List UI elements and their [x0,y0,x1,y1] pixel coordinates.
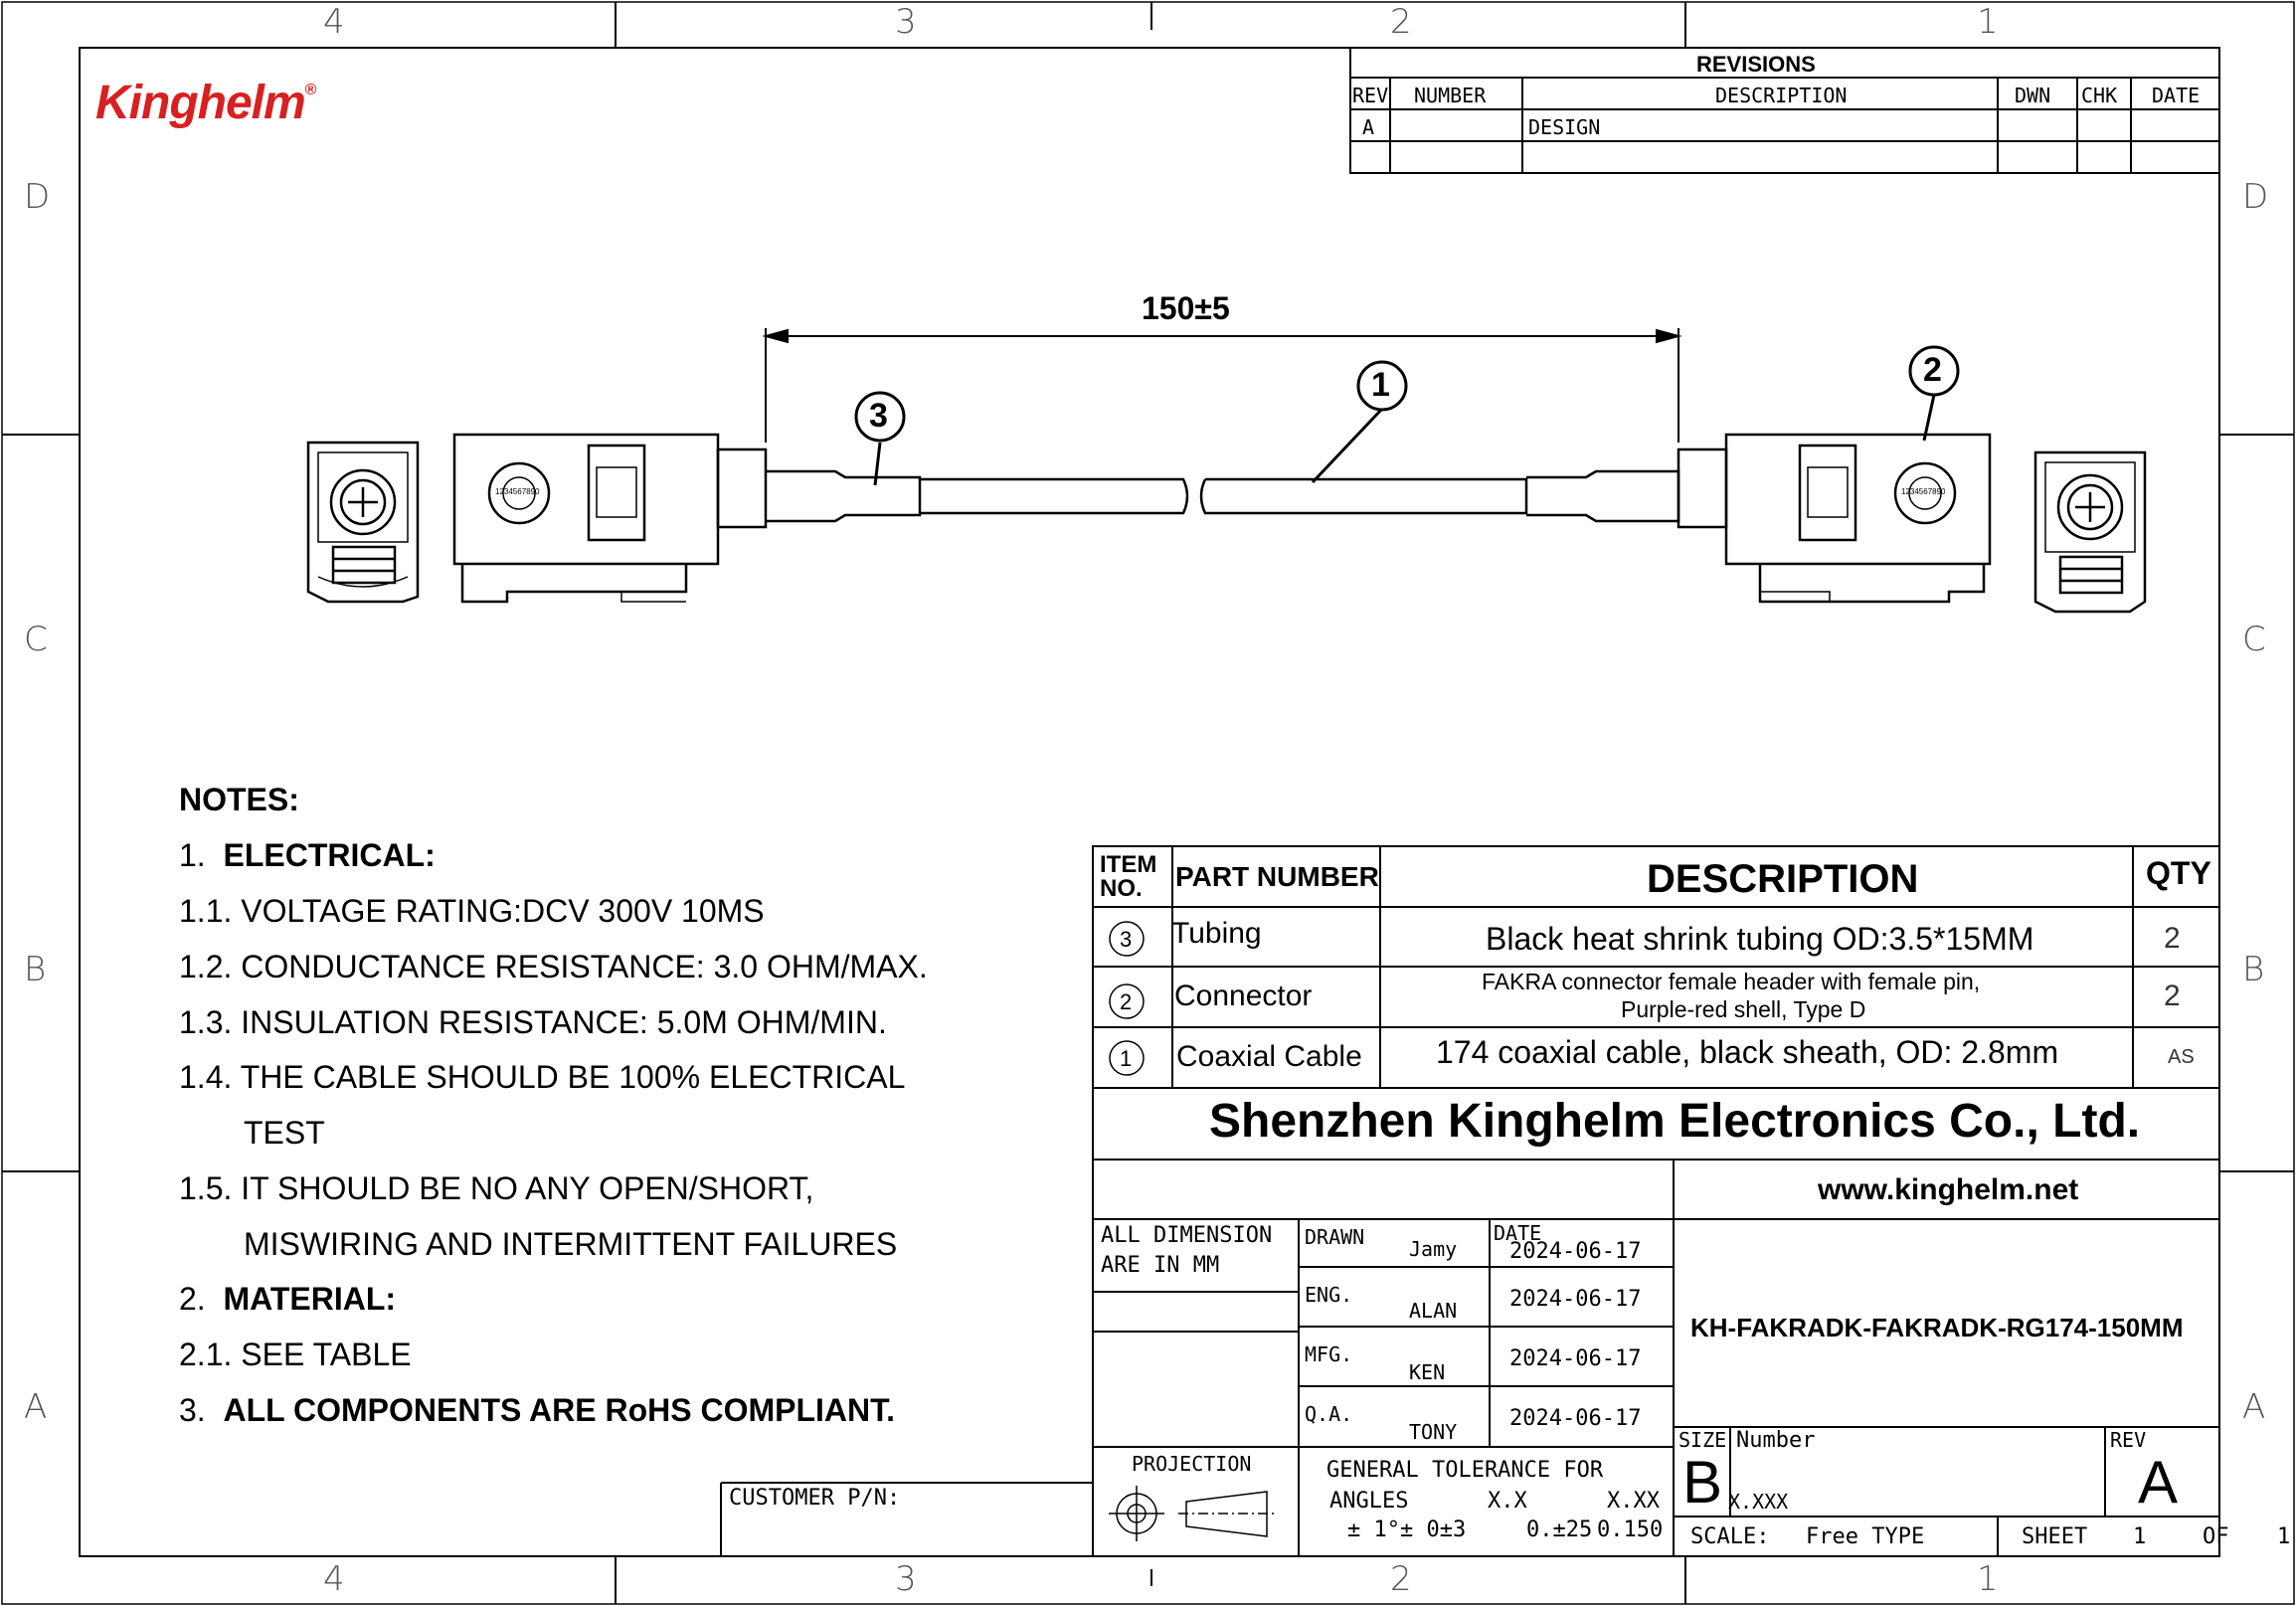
size-label: SIZE [1678,1428,1727,1452]
zone-row-b-left: B [24,950,47,989]
right-keying-code: 1234567890 [1901,487,1946,496]
rev-header-rev: REV [1352,84,1389,107]
left-connector [454,435,1187,602]
zone-col-4-bottom: 4 [323,1559,345,1599]
zone-row-b-right: B [2242,950,2265,989]
website: www.kinghelm.net [1818,1173,2079,1206]
note-3: 3. ALL COMPONENTS ARE RoHS COMPLIANT. [179,1392,896,1428]
bom-item-1: 1 [1120,1046,1133,1071]
length-dimension: 150±5 [1142,290,1230,326]
note-1-5-cont: MISWIRING AND INTERMITTENT FAILURES [244,1226,898,1262]
balloon-2-label: 2 [1923,351,1942,389]
note-1: 1. ELECTRICAL: [179,837,436,873]
zone-row-d-left: D [24,177,51,217]
bom-item-2: 2 [1120,989,1133,1014]
mfg-label: MFG. [1305,1342,1353,1366]
bom-header-part: PART NUMBER [1175,861,1379,892]
zone-row-c-right: C [2242,620,2266,659]
eng-label: ENG. [1305,1283,1353,1307]
bom-qty-connector: 2 [2164,980,2181,1012]
tolerance-col2: X.XX [1607,1489,1660,1514]
qa-name: TONY [1409,1420,1458,1444]
drawn-date: 2024-06-17 [1509,1239,1642,1264]
note-2-1: 2.1. SEE TABLE [179,1337,412,1372]
right-connector [1201,435,1990,602]
note-2: 2. MATERIAL: [179,1281,397,1317]
scale-value: Free TYPE [1806,1524,1925,1549]
zone-row-a-right: A [2242,1387,2266,1427]
tolerance-col1: X.X [1488,1489,1527,1514]
bom-desc-connector-line1: FAKRA connector female header with female pin, [1482,969,1981,994]
right-end-view [2035,452,2145,612]
eng-date: 2024-06-17 [1509,1287,1642,1312]
eng-name: ALAN [1409,1299,1458,1323]
note-1-3: 1.3. INSULATION RESISTANCE: 5.0M OHM/MIN. [179,1004,887,1040]
customer-pn-label: CUSTOMER P/N: [729,1486,901,1511]
rev-row-rev: A [1362,115,1375,139]
tolerance-vals-a: ± 1°± 0±3 [1347,1517,1467,1542]
qa-label: Q.A. [1305,1402,1353,1426]
projection-label: PROJECTION [1132,1452,1252,1476]
sheet-label: SHEET [2022,1524,2088,1549]
zone-row-a-left: A [24,1387,48,1427]
balloon-3-label: 3 [869,397,888,435]
bom-part-coaxial-cable: Coaxial Cable [1176,1040,1362,1073]
bom-part-tubing: Tubing [1171,917,1262,950]
note-1-1: 1.1. VOLTAGE RATING:DCV 300V 10MS [179,893,765,929]
mfg-name: KEN [1409,1360,1446,1384]
note-1-2: 1.2. CONDUCTANCE RESISTANCE: 3.0 OHM/MAX. [179,949,928,984]
number-label: Number [1736,1428,1816,1453]
zone-col-2-bottom: 2 [1390,1559,1412,1599]
sheet-value: 1 [2133,1524,2147,1549]
rev-header-number: NUMBER [1414,84,1487,107]
bom-header-qty: QTY [2146,855,2211,891]
date-label: DATE [1494,1221,1542,1245]
part-number: KH-FAKRADK-FAKRADK-RG174-150MM [1690,1313,2184,1342]
of-value: 1 [2277,1524,2291,1549]
zone-col-1-bottom: 1 [1977,1559,1999,1599]
drawn-label: DRAWN [1305,1225,1365,1249]
note-1-4: 1.4. THE CABLE SHOULD BE 100% ELECTRICAL [179,1059,906,1095]
notes-title: NOTES: [179,782,299,817]
tolerance-vals-c: 0.150 [1597,1517,1664,1542]
zone-row-d-right: D [2242,177,2269,217]
rev-value: A [2138,1449,2179,1516]
zone-col-1-top: 1 [1977,2,1999,42]
zone-col-4-top: 4 [323,2,345,42]
drawn-name: Jamy [1409,1237,1458,1261]
bom-desc-coaxial-cable: 174 coaxial cable, black sheath, OD: 2.8mm [1436,1034,2059,1070]
rev-label: REV [2110,1428,2147,1452]
kinghelm-logo: Kinghelm® [95,77,316,129]
zone-col-3-bottom: 3 [895,1559,917,1599]
note-1-5: 1.5. IT SHOULD BE NO ANY OPEN/SHORT, [179,1170,814,1206]
balloons [856,347,1958,485]
revisions-title: REVISIONS [1696,52,1816,77]
units-line1: ALL DIMENSION [1101,1223,1273,1248]
bom-header-description: DESCRIPTION [1647,857,1919,901]
units-line2: ARE IN MM [1101,1253,1220,1278]
qa-date: 2024-06-17 [1509,1406,1642,1431]
tolerance-vals-b: 0.±25 [1526,1517,1593,1542]
balloon-1-label: 1 [1371,366,1390,404]
zone-row-c-left: C [24,620,48,659]
bom-desc-tubing: Black heat shrink tubing OD:3.5*15MM [1486,921,2034,957]
zone-col-3-top: 3 [895,2,917,42]
left-keying-code: 1234567890 [495,487,540,496]
bom-item-3: 3 [1120,927,1133,952]
tolerance-angles: ANGLES [1329,1489,1409,1514]
mfg-date: 2024-06-17 [1509,1346,1642,1371]
bom-qty-coaxial-cable: AS [2168,1046,2195,1068]
company-name: Shenzhen Kinghelm Electronics Co., Ltd. [1209,1095,2141,1148]
left-end-view [308,443,418,602]
rev-header-description: DESCRIPTION [1715,84,1848,107]
scale-label: SCALE: [1690,1524,1770,1549]
of-label: OF [2203,1524,2229,1549]
bom-part-connector: Connector [1174,980,1313,1012]
rev-row-description: DESIGN [1528,115,1601,139]
size-value: B [1682,1449,1723,1516]
bom-qty-tubing: 2 [2164,922,2181,955]
zone-col-2-top: 2 [1390,2,1412,42]
rev-header-dwn: DWN [2015,84,2051,107]
tolerance-title: GENERAL TOLERANCE FOR [1326,1458,1604,1483]
rev-header-chk: CHK [2081,84,2118,107]
note-1-4-cont: TEST [244,1115,325,1151]
bom-header-item: ITEM NO. [1100,851,1157,902]
rev-header-date: DATE [2152,84,2201,107]
bom-desc-connector-line2: Purple-red shell, Type D [1621,996,1866,1022]
xxx-label: X.XXX [1728,1490,1789,1514]
